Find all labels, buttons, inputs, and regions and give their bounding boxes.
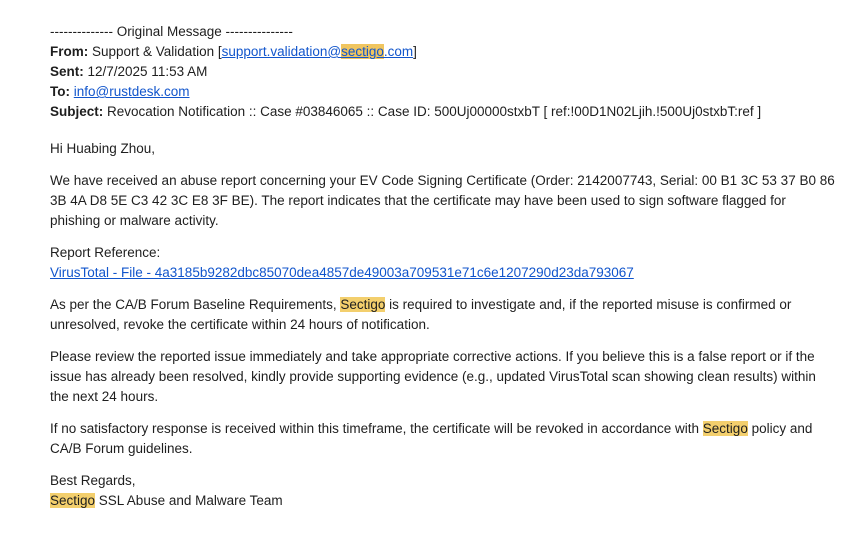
revoke-text-post: policy and CA/B Forum guidelines.: [50, 421, 813, 456]
report-reference-label: Report Reference:: [50, 245, 161, 260]
from-label: From:: [50, 44, 89, 59]
report-reference-block: [50, 243, 837, 283]
greeting: Hi Huabing Zhou,: [50, 141, 156, 156]
signature-line: [50, 491, 837, 511]
signature-block: [50, 471, 837, 511]
closing: Best Regards,: [50, 473, 136, 488]
revoke-text-pre: If no satisfactory response is received within this timeframe, the certificate will be revoked in accordance with: [50, 421, 703, 436]
virustotal-link[interactable]: VirusTotal - File - 4a3185b9282dbc85070dea4857de49003a709531e71c6e1207290d23da793067: [50, 265, 634, 280]
quoted-message-headers: [50, 22, 837, 122]
to-email-link[interactable]: info@rustdesk.com: [73, 84, 190, 99]
baseline-text-post: is required to investigate and, if the reported misuse is confirmed or unresolved, revoke the certificate within 24 hours of notification.: [50, 297, 792, 332]
search-highlight-active: sectigo: [341, 44, 384, 59]
sent-value: 12/7/2025 11:53 AM: [83, 64, 208, 79]
header-to: [50, 82, 837, 102]
signature-team-name: SSL Abuse and Malware Team: [95, 493, 283, 508]
baseline-text-pre: As per the CA/B Forum Baseline Requirements,: [50, 297, 341, 312]
subject-label: Subject:: [50, 104, 104, 119]
from-email-post: .com: [383, 44, 414, 59]
from-display-name: Support & Validation [: [88, 44, 222, 59]
paragraph-abuse-report: We have received an abuse report concerning your EV Code Signing Certificate (Order: 2142007743, Serial: 00 B1 3C 53 37 B0 86 3B 4A D8 5E C3 42 3C E8 3F BE). The report indicates that the certificate may have been used to sign software flagged for phishing or malware activity.: [50, 173, 835, 228]
paragraph-baseline-requirements: [50, 295, 837, 335]
to-label: To:: [50, 84, 70, 99]
from-bracket-close: ]: [413, 44, 417, 59]
from-email-pre: support.validation@: [221, 44, 342, 59]
paragraph-revocation-warning: [50, 419, 837, 459]
header-subject: [50, 102, 837, 122]
search-highlight: Sectigo: [702, 421, 748, 436]
search-highlight: Sectigo: [50, 493, 96, 508]
header-from: [50, 42, 837, 62]
from-email-link[interactable]: [222, 44, 414, 59]
paragraph-review-request: Please review the reported issue immediately and take appropriate corrective actions. If you believe this is a false report or if the issue has already been resolved, kindly provide supporting evidence (e.g., updated VirusTotal scan showing clean results) within the next 24 hours.: [50, 349, 816, 404]
sent-label: Sent:: [50, 64, 84, 79]
header-sent: [50, 62, 837, 82]
search-highlight: Sectigo: [340, 297, 386, 312]
subject-value: Revocation Notification :: Case #03846065 :: Case ID: 500Uj00000stxbT [ ref:!00D1N02Ljih.!500Uj0stxbT:ref ]: [103, 104, 762, 119]
original-message-separator: -------------- Original Message ---------------: [50, 24, 293, 39]
